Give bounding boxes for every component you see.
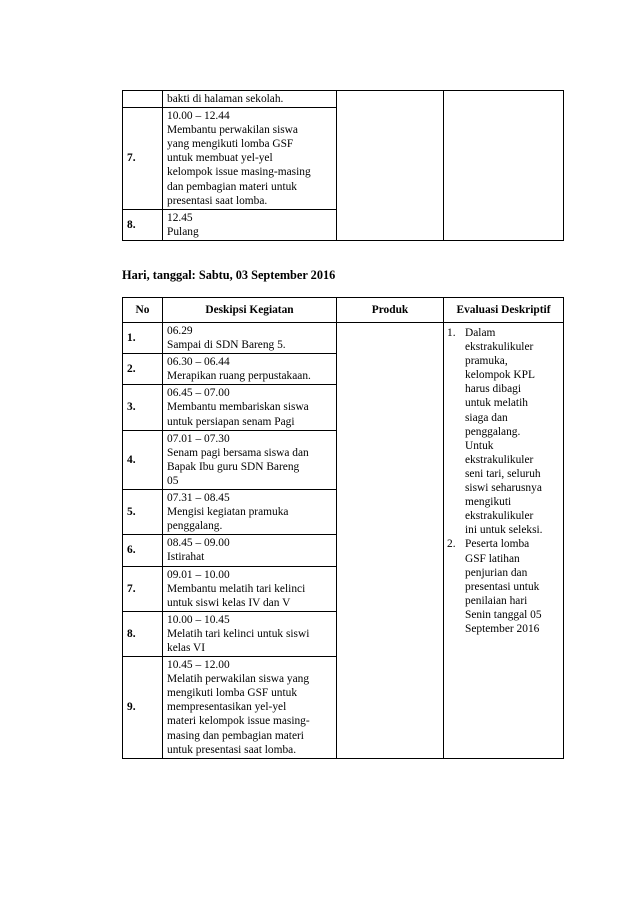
product-cell xyxy=(337,323,444,759)
header-evaluasi: Evaluasi Deskriptif xyxy=(444,298,564,323)
activity-description: bakti di halaman sekolah. xyxy=(163,91,337,108)
header-produk: Produk xyxy=(337,298,444,323)
row-number: 9. xyxy=(123,657,163,759)
row-number xyxy=(123,91,163,108)
row-number: 1. xyxy=(123,323,163,354)
activity-table xyxy=(122,297,564,759)
row-number: 7. xyxy=(123,108,163,210)
row-number: 2. xyxy=(123,354,163,385)
product-cell xyxy=(337,91,444,241)
row-number: 6. xyxy=(123,535,163,566)
activity-description: 06.30 – 06.44 Merapikan ruang perpustakaan. xyxy=(163,354,337,385)
evaluation-cell xyxy=(444,91,564,241)
row-number: 8. xyxy=(123,611,163,656)
evaluation-cell xyxy=(444,323,564,759)
activity-description: 06.29 Sampai di SDN Bareng 5. xyxy=(163,323,337,354)
row-number: 7. xyxy=(123,566,163,611)
activity-description: 12.45 Pulang xyxy=(163,209,337,240)
row-number: 5. xyxy=(123,490,163,535)
table-row xyxy=(123,323,564,354)
activity-description: 06.45 – 07.00 Membantu membariskan siswa untuk persiapan senam Pagi xyxy=(163,385,337,430)
day-date-heading: Hari, tanggal: Sabtu, 03 September 2016 xyxy=(122,268,336,282)
activity-description: 10.00 – 12.44 Membantu perwakilan siswa yang mengikuti lomba GSF untuk membuat yel-yel kelompok issue masing-masing dan pembagian materi untuk presentasi saat lomba. xyxy=(163,108,337,210)
header-no: No xyxy=(123,298,163,323)
activity-table-continued xyxy=(122,90,564,241)
row-number: 3. xyxy=(123,385,163,430)
activity-description: 10.45 – 12.00 Melatih perwakilan siswa yang mengikuti lomba GSF untuk mempresentasikan yel-yel materi kelompok issue masing- masing dan pembagian materi untuk presentasi saat lomba. xyxy=(163,657,337,759)
evaluation-item: 1. Dalam ekstrakulikuler pramuka, kelompok KPL harus dibagi untuk melatih siaga dan penggalang. Untuk ekstrakulikuler seni tari, seluruh siswi seharusnya mengikuti ekstrakulikuler ini untuk seleksi. xyxy=(447,327,543,537)
header-kegiatan: Deskipsi Kegiatan xyxy=(163,298,337,323)
table-row xyxy=(123,91,564,108)
evaluation-list xyxy=(447,326,559,636)
row-number: 8. xyxy=(123,209,163,240)
activity-description: 08.45 – 09.00 Istirahat xyxy=(163,535,337,566)
row-number: 4. xyxy=(123,430,163,489)
activity-description: 10.00 – 10.45 Melatih tari kelinci untuk siswi kelas VI xyxy=(163,611,337,656)
activity-description: 09.01 – 10.00 Membantu melatih tari kelinci untuk siswi kelas IV dan V xyxy=(163,566,337,611)
evaluation-item: 2. Peserta lomba GSF latihan penjurian dan presentasi untuk penilaian hari Senin tanggal 05 September 2016 xyxy=(447,538,542,635)
activity-description: 07.31 – 08.45 Mengisi kegiatan pramuka penggalang. xyxy=(163,490,337,535)
activity-description: 07.01 – 07.30 Senam pagi bersama siswa dan Bapak Ibu guru SDN Bareng 05 xyxy=(163,430,337,489)
table-header-row xyxy=(123,298,564,323)
